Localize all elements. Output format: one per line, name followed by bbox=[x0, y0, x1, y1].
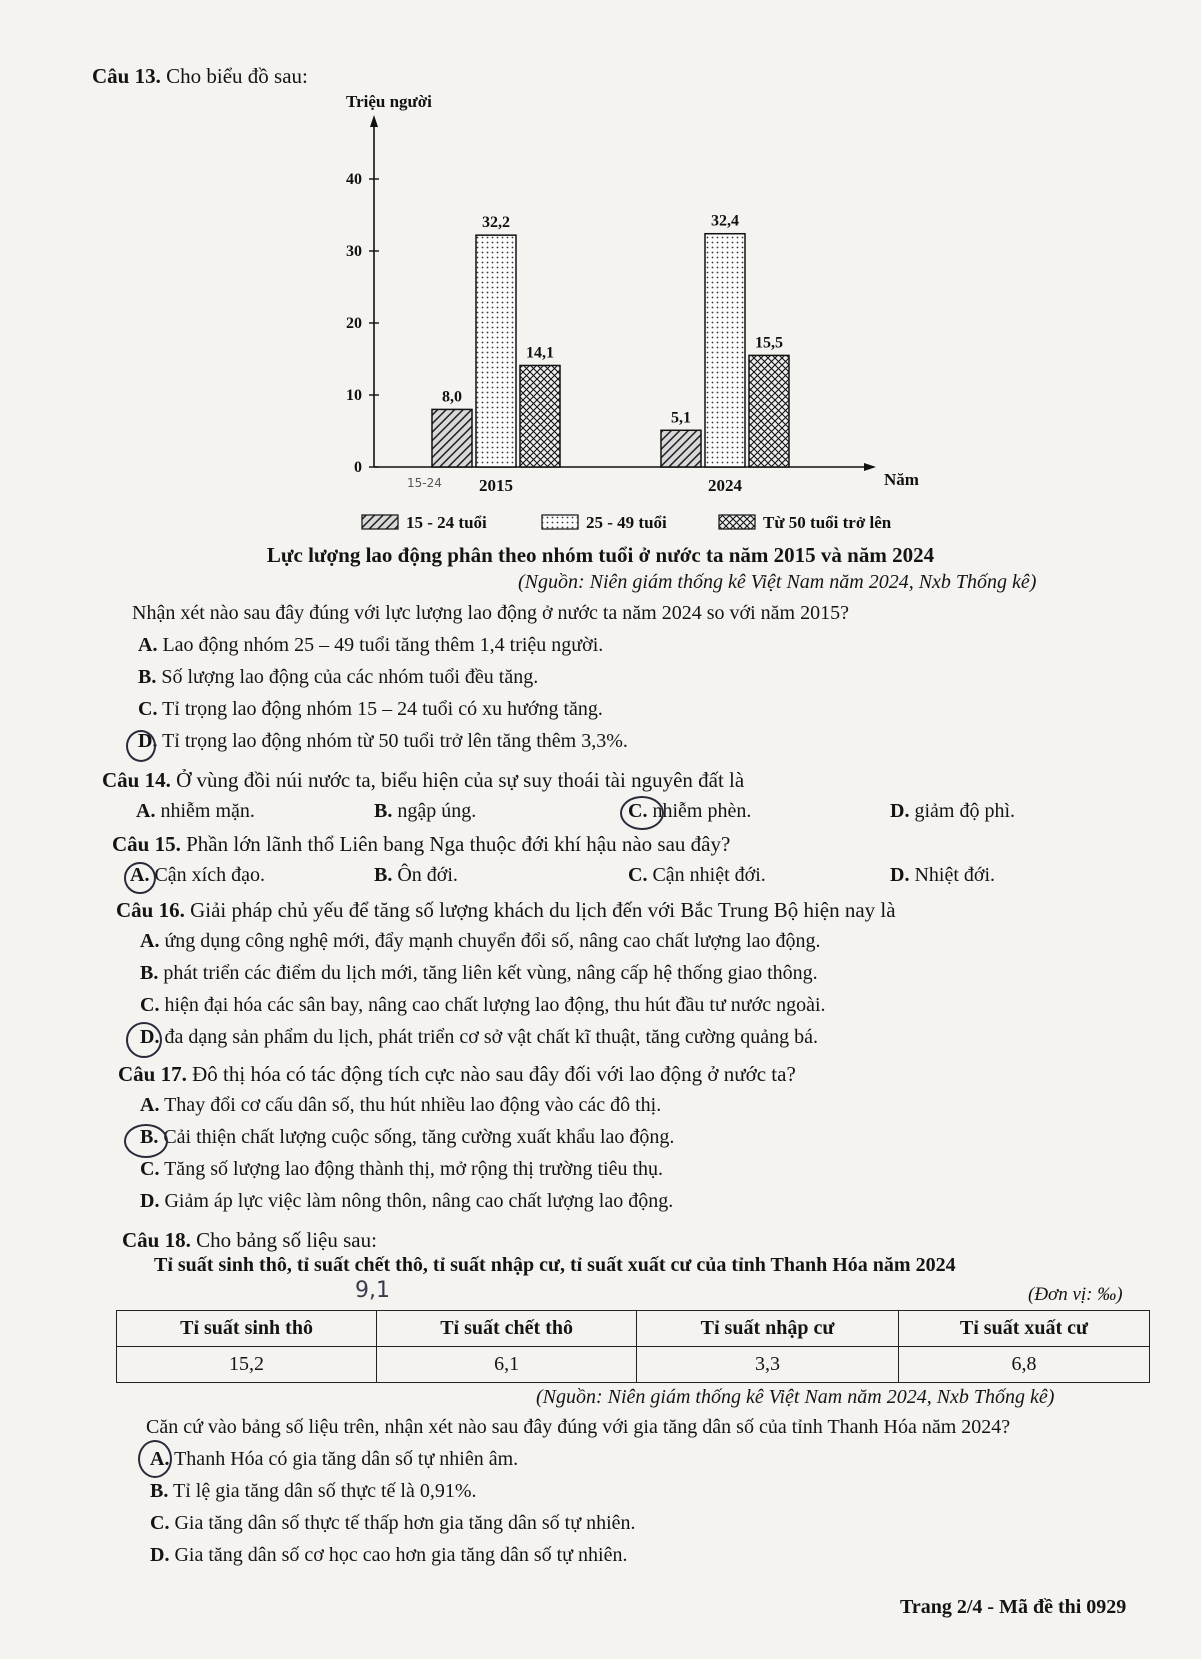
q14-option-d[interactable]: D. giảm độ phì. bbox=[890, 800, 1015, 822]
answer-circle-mark bbox=[124, 1124, 168, 1158]
x-axis-label: Năm bbox=[884, 470, 919, 489]
handwritten-note: 9,1 bbox=[355, 1278, 390, 1303]
y-axis-label: Triệu người bbox=[346, 92, 432, 111]
q18-option-b[interactable]: B. Tỉ lệ gia tăng dân số thực tế là 0,91%. bbox=[150, 1480, 477, 1502]
y-tick-label: 30 bbox=[346, 243, 362, 260]
table-cell: 15,2 bbox=[117, 1347, 377, 1383]
q18-option-d[interactable]: D. Gia tăng dân số cơ học cao hơn gia tăng dân số tự nhiên. bbox=[150, 1544, 628, 1566]
y-tick-label: 40 bbox=[346, 171, 362, 188]
y-tick-label: 10 bbox=[346, 387, 362, 404]
q13-number: Câu 13. bbox=[92, 64, 161, 88]
answer-circle-mark bbox=[126, 1022, 162, 1058]
chart-source: (Nguồn: Niên giám thống kê Việt Nam năm 2024, Nxb Thống kê) bbox=[518, 571, 1037, 593]
q18-number: Câu 18. bbox=[122, 1228, 191, 1252]
q15-option-b[interactable]: B. Ôn đới. bbox=[374, 864, 458, 886]
q15-text: Phần lớn lãnh thổ Liên bang Nga thuộc đới khí hậu nào sau đây? bbox=[186, 832, 731, 856]
q16-option-d[interactable]: D. đa dạng sản phẩm du lịch, phát triển cơ sở vật chất kĩ thuật, tăng cường quảng bá. bbox=[140, 1026, 818, 1048]
q13-option-c[interactable]: C. Tỉ trọng lao động nhóm 15 – 24 tuổi có xu hướng tăng. bbox=[138, 698, 603, 720]
answer-circle-mark bbox=[126, 730, 156, 762]
q14-text: Ở vùng đồi núi nước ta, biểu hiện của sự suy thoái tài nguyên đất là bbox=[176, 768, 745, 792]
bar bbox=[476, 235, 516, 467]
legend-swatch bbox=[362, 515, 398, 529]
data-label: 32,4 bbox=[711, 212, 739, 230]
answer-circle-mark bbox=[124, 862, 156, 894]
data-label: 5,1 bbox=[671, 409, 691, 427]
q18-text: Cho bảng số liệu sau: bbox=[196, 1228, 377, 1252]
q13-text: Cho biểu đồ sau: bbox=[166, 64, 308, 88]
table-cell: 6,8 bbox=[898, 1347, 1149, 1383]
y-tick-label: 20 bbox=[346, 315, 362, 332]
bar bbox=[661, 430, 701, 467]
q13-option-b[interactable]: B. Số lượng lao động của các nhóm tuổi đều tăng. bbox=[138, 666, 539, 688]
q13-question: Nhận xét nào sau đây đúng với lực lượng lao động ở nước ta năm 2024 so với năm 2015? bbox=[132, 602, 849, 624]
table-header-cell: Tỉ suất nhập cư bbox=[637, 1311, 899, 1347]
table-unit: (Đơn vị: ‰) bbox=[1028, 1284, 1123, 1305]
q14-heading bbox=[102, 768, 744, 793]
data-label: 15,5 bbox=[755, 334, 783, 352]
q17-number: Câu 17. bbox=[118, 1062, 187, 1086]
answer-circle-mark bbox=[138, 1440, 172, 1478]
q16-text: Giải pháp chủ yếu để tăng số lượng khách du lịch đến với Bắc Trung Bộ hiện nay là bbox=[190, 898, 896, 922]
q18-heading bbox=[122, 1228, 377, 1253]
bar bbox=[749, 355, 789, 467]
q15-number: Câu 15. bbox=[112, 832, 181, 856]
q14-option-a[interactable]: A. nhiễm mặn. bbox=[136, 800, 255, 822]
bar-chart bbox=[320, 85, 920, 535]
q14-option-b[interactable]: B. ngập úng. bbox=[374, 800, 477, 822]
legend-swatch bbox=[719, 515, 755, 529]
q18-option-a[interactable]: A. Thanh Hóa có gia tăng dân số tự nhiên âm. bbox=[150, 1448, 519, 1470]
answer-circle-mark bbox=[620, 796, 664, 830]
q15-option-d[interactable]: D. Nhiệt đới. bbox=[890, 864, 996, 886]
data-label: 14,1 bbox=[526, 344, 554, 362]
x-tick-label: 2024 bbox=[708, 476, 742, 495]
q13-option-a[interactable]: A. Lao động nhóm 25 – 49 tuổi tăng thêm 1,4 triệu người. bbox=[138, 634, 604, 656]
table-cell: 3,3 bbox=[637, 1347, 899, 1383]
q15-heading bbox=[112, 832, 730, 857]
table-header-cell: Tỉ suất sinh thô bbox=[117, 1311, 377, 1347]
q16-option-b[interactable]: B. phát triển các điểm du lịch mới, tăng liên kết vùng, nâng cấp hệ thống giao thông. bbox=[140, 962, 818, 984]
q17-heading bbox=[118, 1062, 796, 1087]
table-row bbox=[117, 1347, 1150, 1383]
q13-option-d[interactable]: D. Tỉ trọng lao động nhóm từ 50 tuổi trở lên tăng thêm 3,3%. bbox=[138, 730, 628, 752]
q18-question: Căn cứ vào bảng số liệu trên, nhận xét nào sau đây đúng với gia tăng dân số của tỉnh Thanh Hóa năm 2024? bbox=[146, 1416, 1011, 1438]
handwritten-note: 15-24 bbox=[407, 476, 442, 490]
y-tick-label: 0 bbox=[354, 459, 362, 476]
legend-swatch bbox=[542, 515, 578, 529]
x-axis-arrow bbox=[864, 463, 876, 471]
data-table bbox=[116, 1310, 1150, 1383]
bar bbox=[520, 365, 560, 467]
q17-option-a[interactable]: A. Thay đổi cơ cấu dân số, thu hút nhiều lao động vào các đô thị. bbox=[140, 1094, 662, 1116]
q16-number: Câu 16. bbox=[116, 898, 185, 922]
table-title: Tỉ suất sinh thô, tỉ suất chết thô, tỉ suất nhập cư, tỉ suất xuất cư của tỉnh Thanh Hóa năm 2024 bbox=[154, 1254, 956, 1276]
table-header-cell: Tỉ suất xuất cư bbox=[898, 1311, 1149, 1347]
legend-label: Từ 50 tuổi trở lên bbox=[763, 513, 892, 532]
q16-option-c[interactable]: C. hiện đại hóa các sân bay, nâng cao chất lượng lao động, thu hút đầu tư nước ngoài. bbox=[140, 994, 826, 1016]
q15-option-a[interactable]: A. Cận xích đạo. bbox=[130, 864, 265, 886]
table-source: (Nguồn: Niên giám thống kê Việt Nam năm 2024, Nxb Thống kê) bbox=[536, 1386, 1055, 1408]
chart-caption: Lực lượng lao động phân theo nhóm tuổi ở nước ta năm 2015 và năm 2024 bbox=[266, 543, 935, 567]
table-header-cell: Tỉ suất chết thô bbox=[377, 1311, 637, 1347]
q18-option-c[interactable]: C. Gia tăng dân số thực tế thấp hơn gia tăng dân số tự nhiên. bbox=[150, 1512, 636, 1534]
table-header-row bbox=[117, 1311, 1150, 1347]
table-cell: 6,1 bbox=[377, 1347, 637, 1383]
x-tick-label: 2015 bbox=[479, 476, 513, 495]
q16-heading bbox=[116, 898, 896, 923]
q15-option-c[interactable]: C. Cận nhiệt đới. bbox=[628, 864, 766, 886]
page-footer: Trang 2/4 - Mã đề thi 0929 bbox=[900, 1596, 1127, 1618]
legend-label: 25 - 49 tuổi bbox=[586, 513, 667, 532]
data-label: 32,2 bbox=[482, 214, 510, 232]
q16-option-a[interactable]: A. ứng dụng công nghệ mới, đẩy mạnh chuyển đổi số, nâng cao chất lượng lao động. bbox=[140, 930, 821, 952]
q17-text: Đô thị hóa có tác động tích cực nào sau đây đối với lao động ở nước ta? bbox=[192, 1062, 796, 1086]
legend-label: 15 - 24 tuổi bbox=[406, 513, 487, 532]
bar bbox=[705, 234, 745, 467]
bar bbox=[432, 409, 472, 467]
y-axis-arrow bbox=[370, 115, 378, 127]
q17-option-c[interactable]: C. Tăng số lượng lao động thành thị, mở rộng thị trường tiêu thụ. bbox=[140, 1158, 664, 1180]
q17-option-d[interactable]: D. Giảm áp lực việc làm nông thôn, nâng cao chất lượng lao động. bbox=[140, 1190, 674, 1212]
q14-option-c[interactable]: C. nhiễm phèn. bbox=[628, 800, 752, 822]
q14-number: Câu 14. bbox=[102, 768, 171, 792]
q13-heading bbox=[92, 64, 308, 89]
q17-option-b[interactable]: B. Cải thiện chất lượng cuộc sống, tăng cường xuất khẩu lao động. bbox=[140, 1126, 675, 1148]
data-label: 8,0 bbox=[442, 388, 462, 406]
